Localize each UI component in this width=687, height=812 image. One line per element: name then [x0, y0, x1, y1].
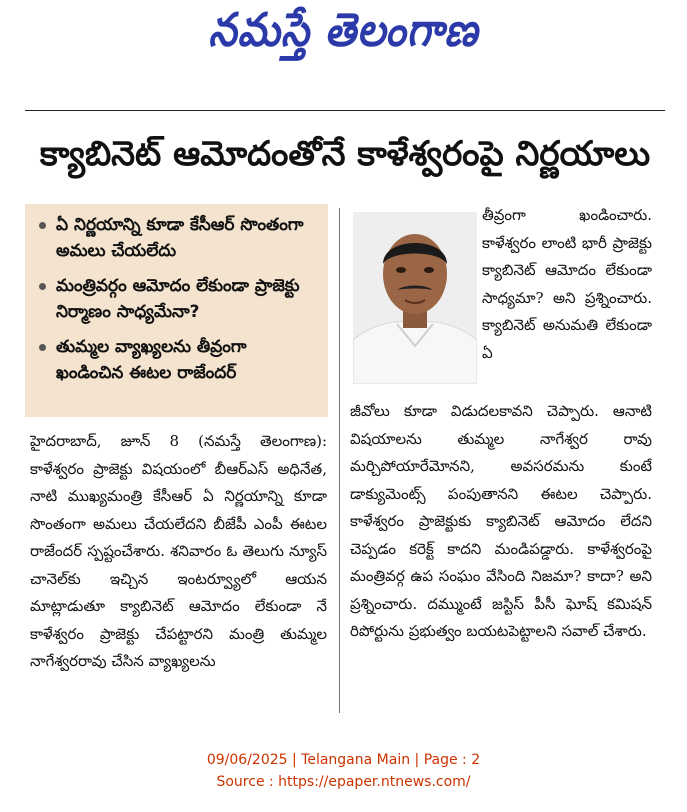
- article-body-right-bottom: జీవోలు కూడా విడుదలకావని చెప్పారు. ఆనాటి విషయాలను తుమ్మల నాగేశ్వర రావు మర్చిపోయారేమోనని, అవసరమను కుంటే డాక్యుమెంట్స్ పంపుతానని ఈటల చెప్పారు. కాళేశ్వరం ప్రాజెక్టుకు క్యాబినెట్ ఆమోదం లేదని చెప్పడం కరెక్ట్ కాదని మండిపడ్డారు. కాళేశ్వరంపై మంత్రివర్గ ఉప సంఘం వేసింది నిజమా? కాదా? అని ప్రశ్నించారు. దమ్ముంటే జస్టిస్ పీసీ ఘోష్ కమిషన్ రిపోర్టును ప్రభుత్వం బయటపెట్టాలని సవాల్ చేశారు.: [350, 402, 652, 640]
- column-divider: [339, 208, 340, 713]
- article-body-left: హైదరాబాద్, జూన్ 8 (నమస్తే తెలంగాణ): కాళేశ్వరం ప్రాజెక్టు విషయంలో బీఆర్ఎస్ అధినేత, నాటి ముఖ్యమంత్రి కేసీఆర్ ఏ నిర్ణయాన్ని కూడా సొంతంగా అమలు చేయలేదని బీజేపీ ఎంపీ ఈటల రాజేందర్ స్పష్టంచేశారు. శనివారం ఓ తెలుగు న్యూస్ చానెల్‌కు ఇచ్చిన ఇంటర్వ్యూలో ఆయన మాట్లాడుతూ క్యాబినెట్ ఆమోదం లేకుండా నే కాళేశ్వరం ప్రాజెక్టు చేపట్టారని మంత్రి తుమ్మల నాగేశ్వరరావు చేసిన వ్యాఖ్యలను: [30, 432, 327, 670]
- highlights-list: [39, 212, 318, 386]
- highlight-text: మంత్రివర్గం ఆమోదం లేకుండా ప్రాజెక్టు నిర్మాణం సాధ్యమేనా?: [56, 276, 300, 322]
- highlight-item: [39, 212, 318, 264]
- highlights-box: [25, 204, 328, 417]
- highlight-text: తుమ్మల వ్యాఖ్యలను తీవ్రంగా ఖండించిన ఈటల రాజేందర్: [56, 337, 247, 383]
- portrait-image: [353, 212, 477, 384]
- newspaper-logo-title: నమస్తే తెలంగాణ: [208, 2, 479, 57]
- bullet-icon: [39, 283, 46, 290]
- article-headline: క్యాబినెట్ ఆమోదంతోనే కాళేశ్వరంపై నిర్ణయాలు: [39, 134, 651, 174]
- footer-source: Source : https://epaper.ntnews.com/: [216, 774, 471, 790]
- masthead: [0, 0, 687, 70]
- highlight-text: ఏ నిర్ణయాన్ని కూడా కేసీఆర్ సొంతంగా అమలు చేయలేదు: [56, 215, 304, 261]
- highlight-item: [39, 273, 318, 325]
- highlight-item: [39, 334, 318, 386]
- portrait-photo: [353, 212, 477, 384]
- page-footer: [0, 749, 687, 793]
- headline-rule: [25, 110, 665, 111]
- article-body-right-top: తీవ్రంగా ఖండించారు. కాళేశ్వరం లాంటి భారీ ప్రాజెక్టు క్యాబినెట్ ఆమోదం లేకుండా సాధ్యమా? అని ప్రశ్నించారు. క్యాబినెట్ అనుమతి లేకుండా ఏ: [482, 206, 652, 362]
- bullet-icon: [39, 222, 46, 229]
- bullet-icon: [39, 344, 46, 351]
- footer-dateline: 09/06/2025 | Telangana Main | Page : 2: [206, 752, 481, 768]
